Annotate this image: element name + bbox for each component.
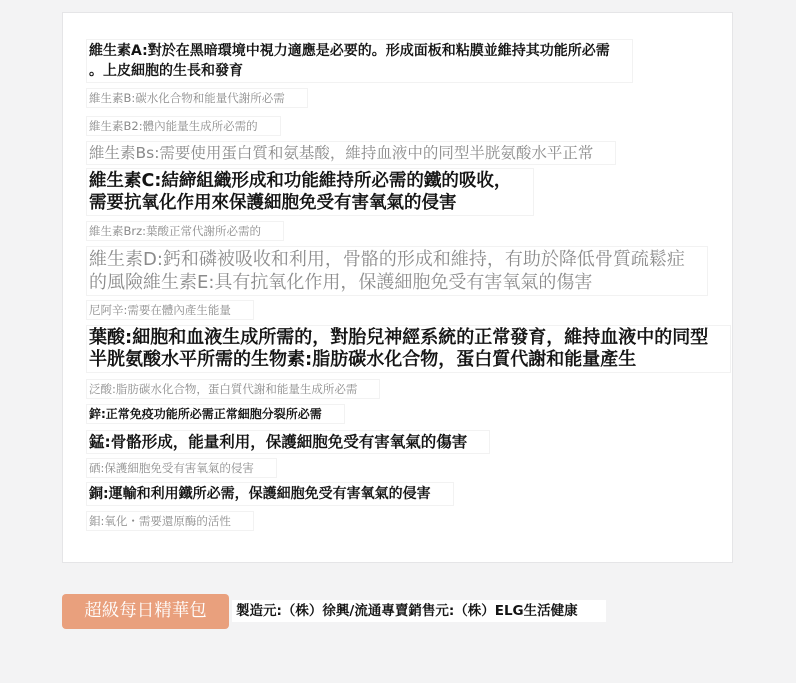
nutrient-line: 維生素B2:體內能量生成所必需的: [89, 119, 258, 133]
manganese-entry: [86, 430, 490, 454]
nutrient-line: 維生素C:結締組織形成和功能維持所必需的鐵的吸收，: [89, 171, 512, 191]
nutrient-line: 銅:運輸和利用鐵所必需，保護細胞免受有害氧氣的侵害: [89, 486, 431, 502]
vitamin-b-entry: [86, 88, 308, 108]
vitamin-b2-entry: [86, 116, 281, 136]
nutrient-line: 維生素D:鈣和磷被吸收和利用，骨骼的形成和維持，有助於降低骨質疏鬆症: [89, 249, 685, 270]
nutrient-line: 維生素A:對於在黑暗環境中視力適應是必要的。形成面板和粘膜並維持其功能所必需: [89, 43, 610, 59]
vitamin-bs-entry: [86, 141, 616, 165]
nutrient-line: 的風險維生素E:具有抗氧化作用，保護細胞免受有害氧氣的傷害: [89, 272, 593, 293]
nutrient-info-card: [62, 12, 733, 563]
molybdenum-entry: [86, 511, 254, 531]
zinc-entry: [86, 404, 345, 424]
vitamin-c-entry: [86, 168, 534, 216]
nutrient-line: 需要抗氧化作用來保護細胞免受有害氧氣的侵害: [89, 193, 457, 213]
product-name-badge: 超級每日精華包: [62, 594, 229, 629]
nutrient-line: 泛酸:脂肪碳水化合物，蛋白質代謝和能量生成所必需: [89, 382, 358, 396]
vitamin-brz-entry: [86, 221, 284, 241]
nutrient-line: 鋅:正常免疫功能所必需正常細胞分裂所必需: [89, 407, 322, 421]
selenium-entry: [86, 458, 277, 478]
nutrient-line: 錳:骨骼形成，能量利用，保護細胞免受有害氧氣的傷害: [89, 433, 468, 451]
nutrient-line: 維生素Bs:需要使用蛋白質和氨基酸，維持血液中的同型半胱氨酸水平正常: [89, 144, 594, 162]
manufacturer-info: 製造元:（株）徐興/流通專賣銷售元:（株）ELG生活健康: [232, 600, 606, 622]
nutrient-line: 。上皮細胞的生長和發育: [89, 63, 243, 79]
copper-entry: [86, 482, 454, 506]
nutrient-line: 葉酸:細胞和血液生成所需的，對胎兒神經系統的正常發育，維持血液中的同型: [89, 327, 709, 348]
nutrient-line: 半胱氨酸水平所需的生物素:脂肪碳水化合物，蛋白質代謝和能量產生: [89, 349, 637, 370]
nutrient-line: 維生素B:碳水化合物和能量代謝所必需: [89, 91, 285, 105]
nutrient-line: 鉬:氧化・需要還原酶的活性: [89, 514, 231, 528]
nutrient-line: 硒:保護細胞免受有害氧氣的侵害: [89, 461, 254, 475]
vitamin-d-e-entry: [86, 246, 708, 296]
niacin-entry: [86, 300, 254, 320]
folic-acid-biotin-entry: [86, 325, 731, 373]
vitamin-a-entry: [86, 39, 633, 83]
nutrient-line: 維生素Brz:葉酸正常代謝所必需的: [89, 224, 262, 238]
nutrient-line: 尼阿辛:需要在體內產生能量: [89, 303, 231, 317]
pantothenic-acid-entry: [86, 379, 380, 399]
